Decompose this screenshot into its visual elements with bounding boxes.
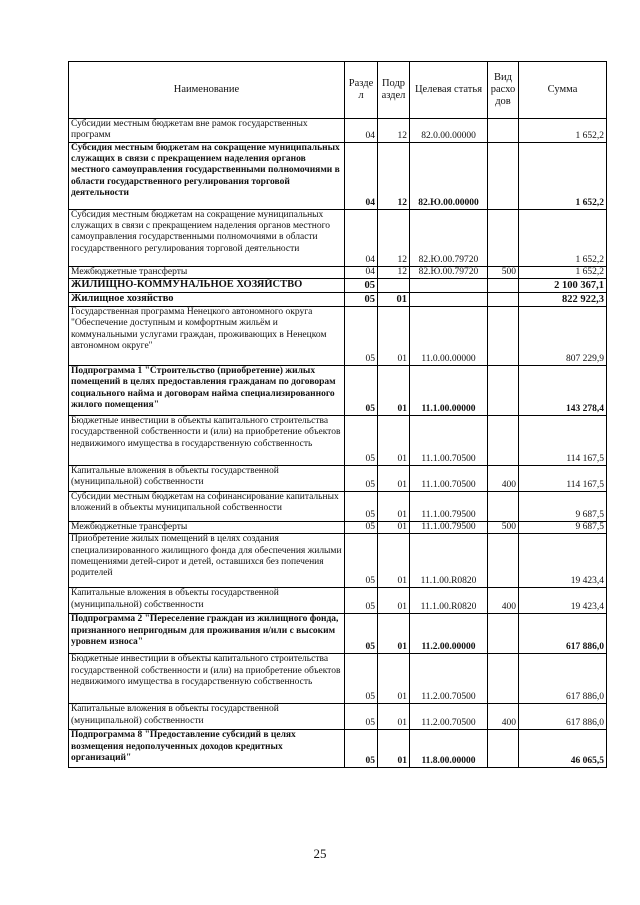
row-sum: 1 652,2 [519,267,607,279]
row-section: 04 [345,267,378,279]
row-target: 11.1.00.70500 [410,466,488,492]
row-section: 05 [345,416,378,466]
table-row [69,588,607,614]
row-section: 05 [345,279,378,293]
row-target [410,293,488,307]
row-target: 11.1.00.70500 [410,416,488,466]
row-section: 05 [345,534,378,588]
row-expense [488,654,519,704]
row-subsection: 01 [378,588,410,614]
row-name: Субсидия местным бюджетам на сокращение муниципальных служащих в связи с прекращением наделения органов местного самоуправления государственными полномочиями в области государственного регулирования торговой деятельности [69,210,345,267]
row-expense [488,492,519,522]
row-expense [488,534,519,588]
row-name: ЖИЛИЩНО-КОММУНАЛЬНОЕ ХОЗЯЙСТВО [69,279,345,293]
row-name: Бюджетные инвестиции в объекты капитального строительства государственной собственности и (или) на приобретение объектов недвижимого имущества в государственную собственность [69,416,345,466]
row-expense [488,293,519,307]
row-section: 05 [345,492,378,522]
row-section: 04 [345,119,378,143]
row-name: Капитальные вложения в объекты государственной (муниципальной) собственности [69,588,345,614]
row-target: 11.1.00.00000 [410,366,488,416]
row-section: 05 [345,614,378,654]
row-sum: 617 886,0 [519,654,607,704]
table-row [69,730,607,768]
row-expense [488,366,519,416]
row-sum: 114 167,5 [519,416,607,466]
row-subsection: 01 [378,614,410,654]
row-expense [488,730,519,768]
row-name: Подпрограмма 8 "Предоставление субсидий в целях возмещения недополученных доходов кредитных организаций" [69,730,345,768]
row-subsection: 01 [378,522,410,534]
table-row [69,466,607,492]
row-name: Бюджетные инвестиции в объекты капитального строительства государственной собственности и (или) на приобретение объектов недвижимого имущества в государственную собственность [69,654,345,704]
row-subsection: 01 [378,704,410,730]
table-row [69,366,607,416]
row-expense [488,119,519,143]
row-sum: 19 423,4 [519,534,607,588]
row-sum: 19 423,4 [519,588,607,614]
table-row [69,293,607,307]
row-sum: 2 100 367,1 [519,279,607,293]
row-target: 82.Ю.00.79720 [410,267,488,279]
row-subsection: 01 [378,534,410,588]
row-expense [488,307,519,366]
row-name: Капитальные вложения в объекты государственной (муниципальной) собственности [69,704,345,730]
row-name: Жилищное хозяйство [69,293,345,307]
row-sum: 617 886,0 [519,704,607,730]
row-target: 11.1.00.79500 [410,492,488,522]
header-name: Наименование [69,62,345,119]
row-target: 11.1.00.R0820 [410,534,488,588]
row-sum: 1 652,2 [519,119,607,143]
header-section: Разде л [345,62,378,119]
row-target: 82.Ю.00.79720 [410,210,488,267]
row-expense [488,143,519,210]
table-row [69,492,607,522]
row-subsection: 01 [378,654,410,704]
table-row [69,210,607,267]
table-row [69,143,607,210]
row-expense: 400 [488,588,519,614]
table-row [69,416,607,466]
page-number: 25 [313,846,327,861]
row-name: Субсидия местным бюджетам на сокращение муниципальных служащих в связи с прекращением наделения органов местного самоуправления государственными полномочиями в области государственного регулирования торговой деятельности [69,143,345,210]
row-sum: 1 652,2 [519,210,607,267]
row-section: 05 [345,704,378,730]
row-section: 04 [345,210,378,267]
row-sum: 46 065,5 [519,730,607,768]
row-section: 05 [345,588,378,614]
budget-table [68,61,607,768]
row-section: 04 [345,143,378,210]
table-row [69,267,607,279]
row-sum: 9 687,5 [519,492,607,522]
table-body [69,119,607,768]
row-subsection: 01 [378,307,410,366]
table-header [69,62,607,119]
row-subsection: 01 [378,730,410,768]
row-name: Государственная программа Ненецкого автономного округа "Обеспечение доступным и комфортным жильём и коммунальными услугами граждан, проживающих в Ненецком автономном округе" [69,307,345,366]
row-name: Приобретение жилых помещений в целях создания специализированного жилищного фонда для обеспечения жилыми помещениями детей-сирот и детей, оставшихся без попечения родителей [69,534,345,588]
table-row [69,307,607,366]
table-row [69,522,607,534]
row-target: 11.8.00.00000 [410,730,488,768]
row-section: 05 [345,522,378,534]
row-section: 05 [345,730,378,768]
table-row [69,704,607,730]
row-expense: 500 [488,267,519,279]
row-sum: 617 886,0 [519,614,607,654]
row-expense [488,210,519,267]
row-target [410,279,488,293]
row-subsection: 01 [378,466,410,492]
header-subsection: Подр аздел [378,62,410,119]
row-target: 82.Ю.00.00000 [410,143,488,210]
header-sum: Сумма [519,62,607,119]
row-expense: 400 [488,704,519,730]
row-subsection: 01 [378,416,410,466]
table-row [69,534,607,588]
row-target: 11.0.00.00000 [410,307,488,366]
row-target: 11.1.00.79500 [410,522,488,534]
row-target: 11.2.00.70500 [410,654,488,704]
row-expense [488,416,519,466]
row-subsection: 12 [378,267,410,279]
row-sum: 1 652,2 [519,143,607,210]
row-name: Субсидии местным бюджетам на софинансирование капитальных вложений в объекты муниципальной собственности [69,492,345,522]
row-name: Капитальные вложения в объекты государственной (муниципальной) собственности [69,466,345,492]
row-subsection: 01 [378,492,410,522]
row-section: 05 [345,466,378,492]
row-section: 05 [345,307,378,366]
row-subsection: 12 [378,210,410,267]
row-sum: 143 278,4 [519,366,607,416]
row-section: 05 [345,654,378,704]
header-expense: Вид расхо дов [488,62,519,119]
row-sum: 114 167,5 [519,466,607,492]
row-name: Межбюджетные трансферты [69,267,345,279]
row-subsection: 01 [378,293,410,307]
row-section: 05 [345,366,378,416]
row-target: 11.2.00.00000 [410,614,488,654]
row-expense: 500 [488,522,519,534]
row-section: 05 [345,293,378,307]
row-target: 82.0.00.00000 [410,119,488,143]
row-subsection: 12 [378,143,410,210]
row-sum: 822 922,3 [519,293,607,307]
table-row [69,654,607,704]
table-row [69,119,607,143]
row-expense [488,279,519,293]
row-name: Подпрограмма 1 "Строительство (приобретение) жилых помещений в целях предоставления гражданам по договорам социального найма и договорам найма специализированного жилого помещения" [69,366,345,416]
header-target: Целевая статья [410,62,488,119]
row-expense: 400 [488,466,519,492]
row-target: 11.1.00.R0820 [410,588,488,614]
row-name: Субсидии местным бюджетам вне рамок государственных программ [69,119,345,143]
row-subsection [378,279,410,293]
row-name: Подпрограмма 2 "Переселение граждан из жилищного фонда, признанного непригодным для проживания и/или с высоким уровнем износа" [69,614,345,654]
row-sum: 807 229,9 [519,307,607,366]
table-row [69,279,607,293]
row-sum: 9 687,5 [519,522,607,534]
table-row [69,614,607,654]
row-subsection: 12 [378,119,410,143]
row-target: 11.2.00.70500 [410,704,488,730]
row-subsection: 01 [378,366,410,416]
row-name: Межбюджетные трансферты [69,522,345,534]
row-expense [488,614,519,654]
